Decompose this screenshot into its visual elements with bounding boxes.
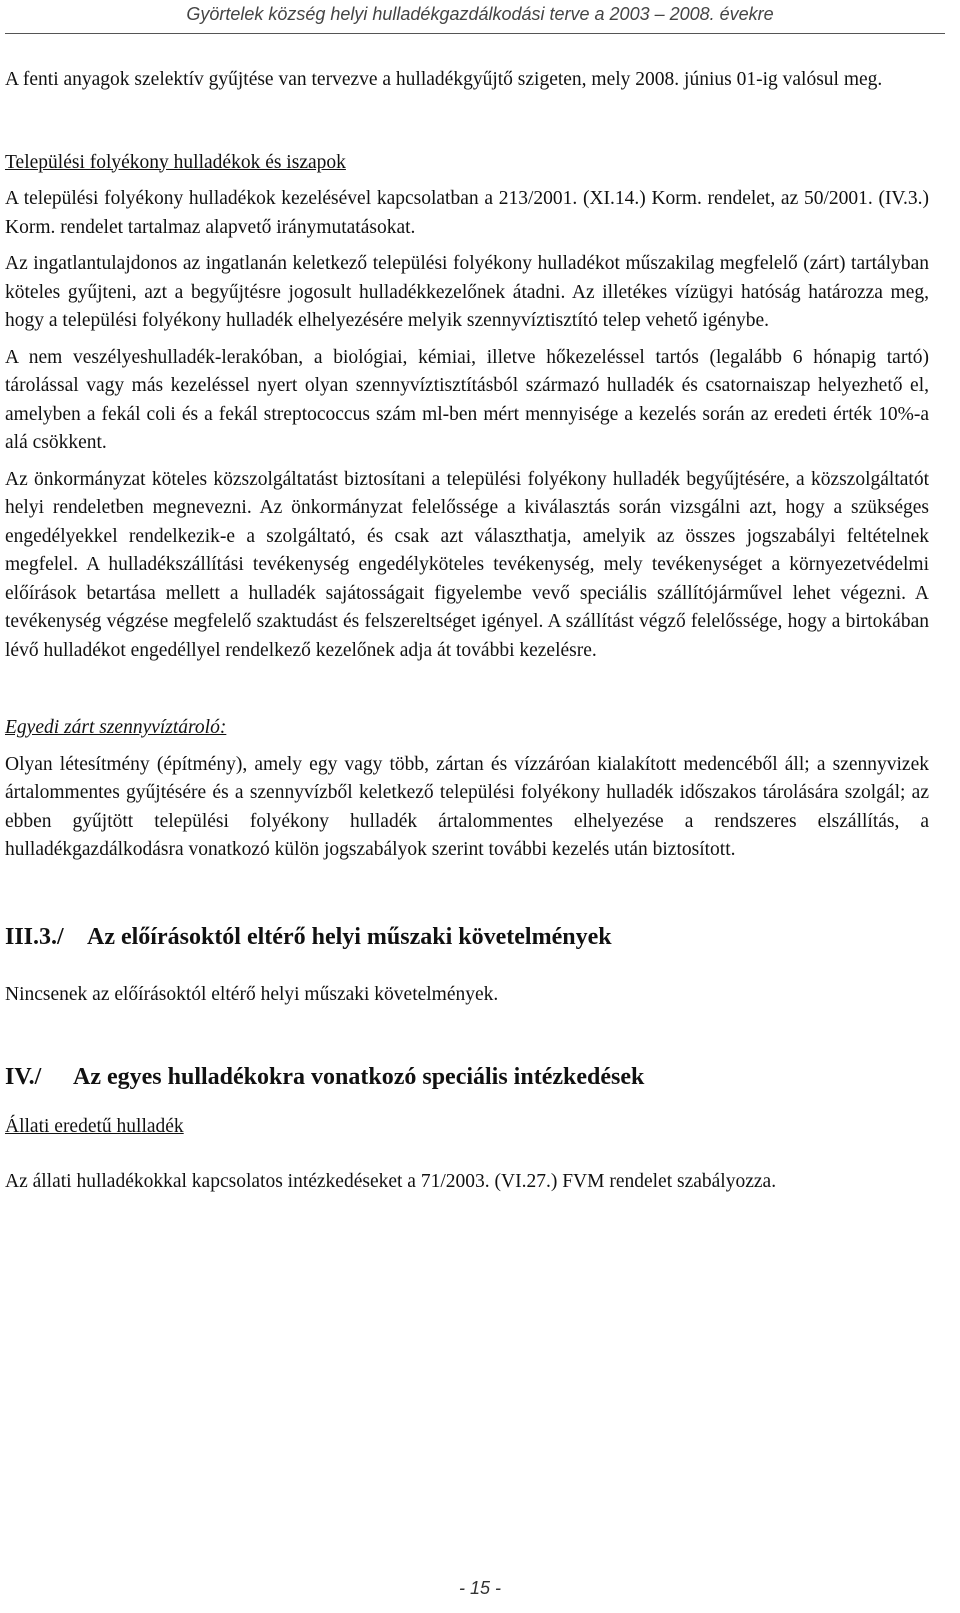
running-header: Györtelek község helyi hulladékgazdálkodási terve a 2003 – 2008. évekre [186,4,774,24]
section-heading-4 [5,1061,929,1093]
paragraph-owner-duties: Az ingatlantulajdonos az ingatlanán keletkező települési folyékony hulladékot műszakilag megfelelő (zárt) tartályban köteles gyűjteni, azt a begyűjtésre jogosult hulladékkezelőnek átadni. Az illetékes vízügyi hatóság határozza meg, hogy a települési folyékony hulladék elhelyezésére melyik szennyvíztisztító telep vehető igénybe. [5,253,929,331]
section-number: III.3./ [5,923,64,950]
subheading-liquid-waste: Települési folyékony hulladékok és iszapok [5,151,346,173]
section-title: Az egyes hulladékokra vonatkozó speciális intézkedések [73,1064,645,1090]
subheading-sewage-tank: Egyedi zárt szennyvíztároló: [5,717,227,738]
paragraph-landfill-sludge: A nem veszélyeshulladék-lerakóban, a biológiai, kémiai, illetve hőkezeléssel tartós (legalább 6 hónapig tartó) tárolással vagy más kezeléssel nyert olyan szennyvíztisztításból származó hulladék és csatornaiszap helyezhető el, amelyben a fekál coli és a fekál streptococcus szám ml-ben mért mennyisége a kezelés során az eredeti érték 10%-a alá csökkent. [5,346,929,453]
header-rule [5,33,945,34]
subheading-animal-waste: Állati eredetű hulladék [5,1116,184,1137]
paragraph-regulations: A települési folyékony hulladékok kezelésével kapcsolatban a 213/2001. (XI.14.) Korm. rendelet, az 50/2001. (IV.3.) Korm. rendelet tartalmaz alapvető iránymutatásokat. [5,188,929,238]
section-title: Az előírásoktól eltérő helyi műszaki követelmények [87,923,612,950]
paragraph-selective-collection: A fenti anyagok szelektív gyűjtése van tervezve a hulladékgyűjtő szigeten, mely 2008. június 01-ig valósul meg. [5,69,883,90]
paragraph-animal-waste: Az állati hulladékokkal kapcsolatos intézkedéseket a 71/2003. (VI.27.) FVM rendelet szabályozza. [5,1170,777,1192]
paragraph-municipal-service: Az önkormányzat köteles közszolgáltatást biztosítani a települési folyékony hulladék begyűjtésére, a közszolgáltatót helyi rendeletben megnevezni. Az önkormányzat felelőssége a kiválasztás során vizsgálni azt, hogy a szükséges engedélyekkel rendelkezik-e a szolgáltató, és csak azt választhatja, amelyik az összes jogszabályi feltételnek megfelel. A hulladékszállítási tevékenység engedélyköteles tevékenység, mely tevékenységet a környezetvédelmi előírások betartása mellett a hulladék sajátosságait figyelembe vevő speciális szállítójárművel lehet végezni. A tevékenység végzése megfelelő szaktudást és felszereltséget igényel. A szállítást végző felelőssége, hogy a birtokában lévő hulladékot engedéllyel rendelkező kezelőnek adja át további kezelésre. [5,468,929,661]
section-number: IV./ [5,1064,42,1090]
paragraph-no-local-requirements: Nincsenek az előírásoktól eltérő helyi műszaki követelmények. [5,983,499,1005]
section-heading-3 [5,921,929,953]
page-number: - 15 - [458,1578,501,1598]
paragraph-tank-definition: Olyan létesítmény (építmény), amely egy vagy több, zártan és vízzáróan kialakított medencéből áll; a szennyvizek ártalommentes gyűjtésére és a szennyvízből keletkező települési folyékony hulladék időszakos tárolására szolgál; az ebben gyűjtött települési folyékony hulladék ártalommentes elhelyezése a rendszeres elszállítás, a hulladékgazdálkodásra vonatkozó külön jogszabályok szerint további kezelés után biztosított. [5,753,929,860]
document-body [5,66,929,1196]
